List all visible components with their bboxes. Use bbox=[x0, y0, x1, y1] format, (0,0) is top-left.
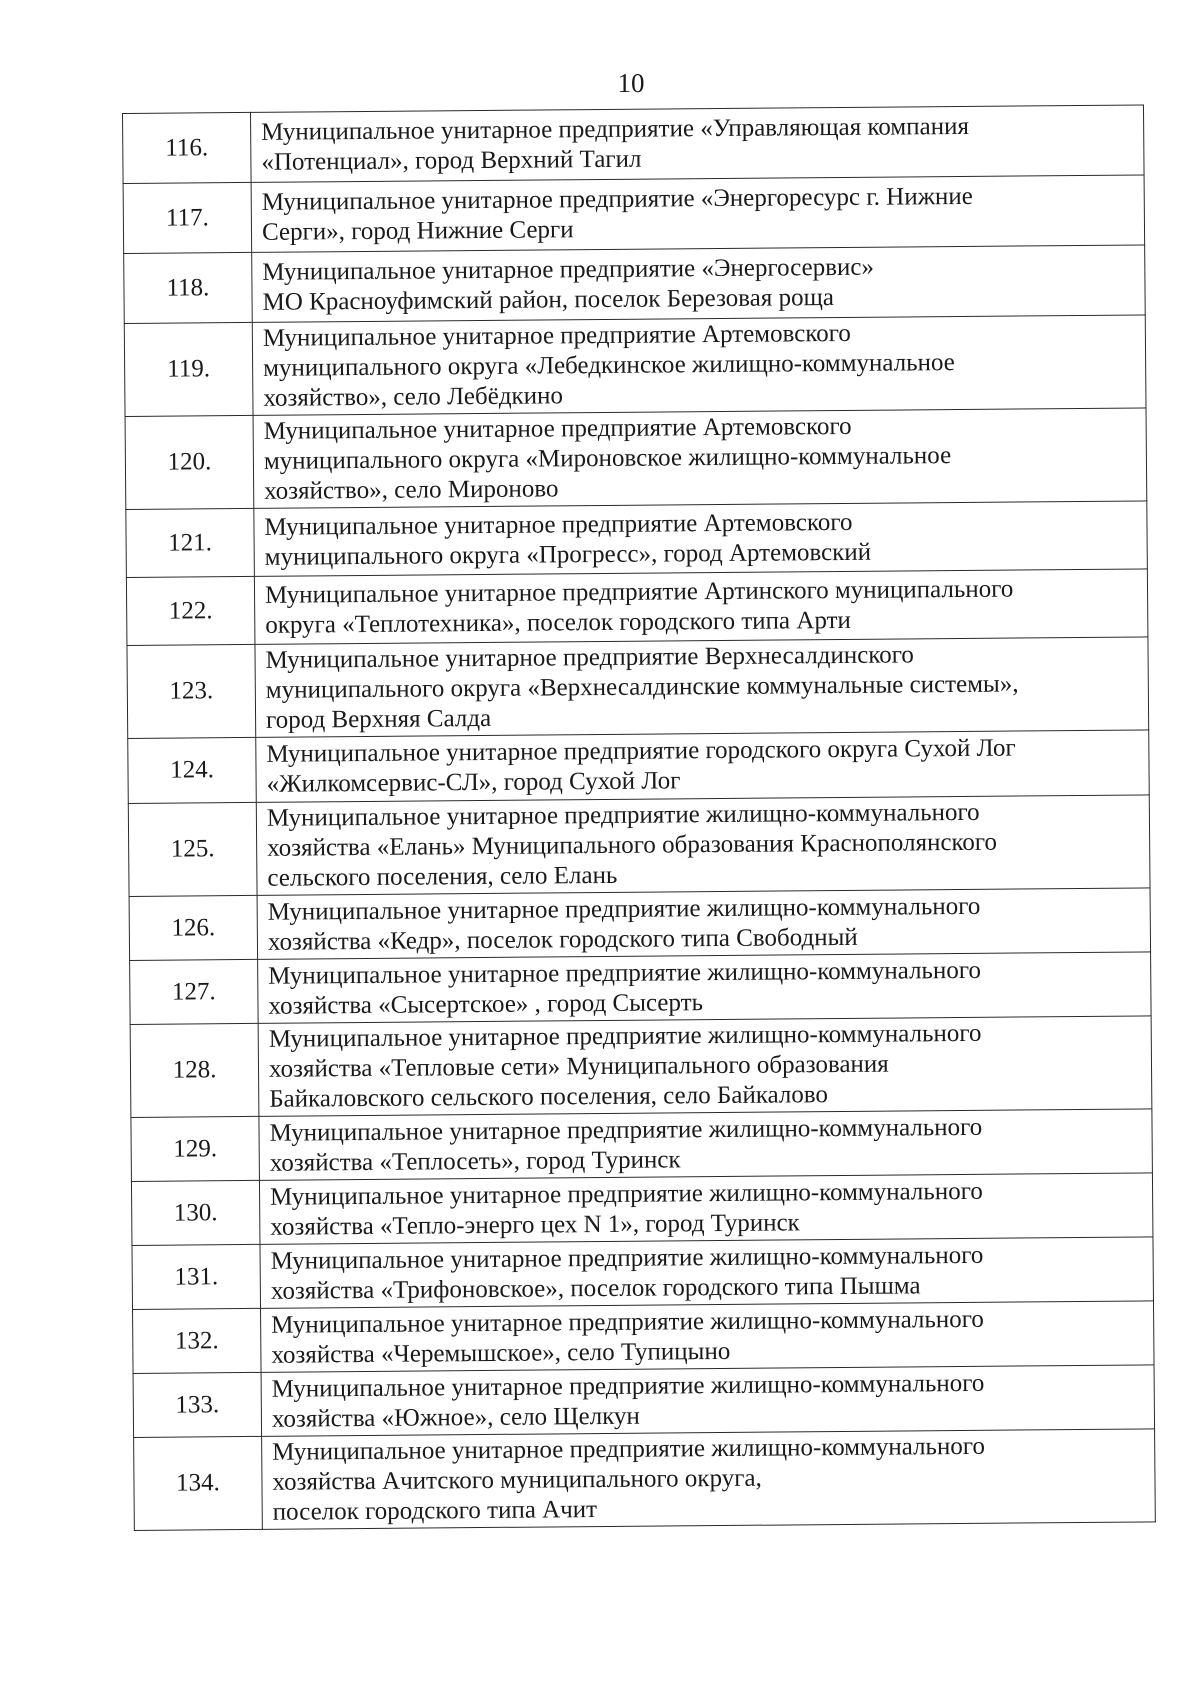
row-number: 130. bbox=[131, 1180, 260, 1245]
row-number: 125. bbox=[128, 802, 257, 896]
row-number: 124. bbox=[128, 737, 257, 803]
row-description: Муниципальное унитарное предприятие жилищно-коммунального хозяйства «Южное», село Щелкун bbox=[261, 1365, 1155, 1436]
table-row bbox=[128, 795, 1150, 897]
row-description: Муниципальное унитарное предприятие жилищно-коммунального хозяйства «Тепло-энерго цех N 1», город Туринск bbox=[259, 1173, 1153, 1244]
row-number: 131. bbox=[132, 1244, 261, 1309]
row-number: 116. bbox=[123, 112, 252, 183]
table-row bbox=[130, 952, 1152, 1025]
table-row bbox=[124, 315, 1146, 417]
table-row bbox=[133, 1301, 1155, 1374]
row-description: Муниципальное унитарное предприятие жилищно-коммунального хозяйства «Кедр», поселок городского типа Свободный bbox=[257, 888, 1151, 959]
row-description: Муниципальное унитарное предприятие жилищно-коммунального хозяйства «Тепловые сети» Муниципального образования Байкаловского сельского поселения, село Байкалово bbox=[258, 1016, 1152, 1116]
registry-table bbox=[122, 104, 1156, 1531]
table-row bbox=[132, 1237, 1154, 1310]
row-description: Муниципальное унитарное предприятие жилищно-коммунального хозяйства Ачитского муниципального округа, поселок городского типа Ачит bbox=[262, 1429, 1156, 1529]
row-number: 132. bbox=[133, 1308, 262, 1373]
row-number: 122. bbox=[126, 576, 255, 645]
row-description: Муниципальное унитарное предприятие Артемовского муниципального округа «Мироновское жилищно-коммунальное хозяйство», село Мироново bbox=[253, 408, 1147, 508]
table-row bbox=[123, 175, 1145, 254]
table-row bbox=[129, 888, 1151, 961]
row-number: 133. bbox=[133, 1372, 262, 1437]
page-number: 10 bbox=[617, 68, 645, 98]
table-row bbox=[130, 1016, 1152, 1118]
row-number: 119. bbox=[124, 322, 253, 416]
table-row bbox=[126, 501, 1148, 578]
row-number: 126. bbox=[129, 895, 258, 960]
row-description: Муниципальное унитарное предприятие Верхнесалдинского муниципального округа «Верхнесалдинские коммунальные системы», город Верхняя Салда bbox=[255, 637, 1149, 737]
row-description: Муниципальное унитарное предприятие «Энергосервис» МО Красноуфимский район, поселок Березовая роща bbox=[252, 245, 1146, 322]
row-number: 118. bbox=[124, 252, 253, 323]
row-description: Муниципальное унитарное предприятие жилищно-коммунального хозяйства «Теплосеть», город Туринск bbox=[259, 1109, 1153, 1180]
row-number: 117. bbox=[123, 182, 252, 253]
table-row bbox=[127, 637, 1149, 739]
row-description: Муниципальное унитарное предприятие жилищно-коммунального хозяйства «Трифоновское», поселок городского типа Пышма bbox=[260, 1237, 1154, 1308]
row-number: 128. bbox=[130, 1023, 259, 1117]
table-row bbox=[131, 1173, 1153, 1246]
row-description: Муниципальное унитарное предприятие Артемовского муниципального округа «Прогресс», город Артемовский bbox=[254, 501, 1148, 576]
table-row bbox=[133, 1365, 1155, 1438]
table-row bbox=[124, 245, 1146, 324]
table-row bbox=[131, 1109, 1153, 1182]
row-number: 127. bbox=[130, 959, 259, 1024]
row-description: Муниципальное унитарное предприятие жилищно-коммунального хозяйства «Сысертское» , город Сысерть bbox=[258, 952, 1152, 1023]
row-number: 123. bbox=[127, 644, 256, 738]
row-description: Муниципальное унитарное предприятие жилищно-коммунального хозяйства «Елань» Муниципального образования Краснополянского сельского поселения, село Елань bbox=[256, 795, 1150, 895]
registry-table-body bbox=[123, 105, 1156, 1531]
row-description: Муниципальное унитарное предприятие «Управляющая компания «Потенциал», город Верхний Тагил bbox=[250, 105, 1144, 182]
table-row bbox=[126, 569, 1148, 646]
table-row bbox=[134, 1429, 1156, 1531]
row-number: 129. bbox=[131, 1116, 260, 1181]
row-number: 120. bbox=[125, 415, 254, 509]
row-description: Муниципальное унитарное предприятие жилищно-коммунального хозяйства «Черемышское», село Тупицыно bbox=[261, 1301, 1155, 1372]
table-row bbox=[123, 105, 1145, 184]
row-description: Муниципальное унитарное предприятие Артемовского муниципального округа «Лебедкинское жилищно-коммунальное хозяйство», село Лебёдкино bbox=[252, 315, 1146, 415]
table-row bbox=[125, 408, 1147, 510]
row-description: Муниципальное унитарное предприятие Артинского муниципального округа «Теплотехника», поселок городского типа Арти bbox=[254, 569, 1148, 644]
row-description: Муниципальное унитарное предприятие «Энергоресурс г. Нижние Серги», город Нижние Серги bbox=[251, 175, 1145, 252]
row-number: 121. bbox=[126, 508, 255, 577]
table-row bbox=[128, 730, 1150, 804]
row-description: Муниципальное унитарное предприятие городского округа Сухой Лог «Жилкомсервис-СЛ», город Сухой Лог bbox=[256, 730, 1150, 802]
row-number: 134. bbox=[134, 1436, 263, 1530]
